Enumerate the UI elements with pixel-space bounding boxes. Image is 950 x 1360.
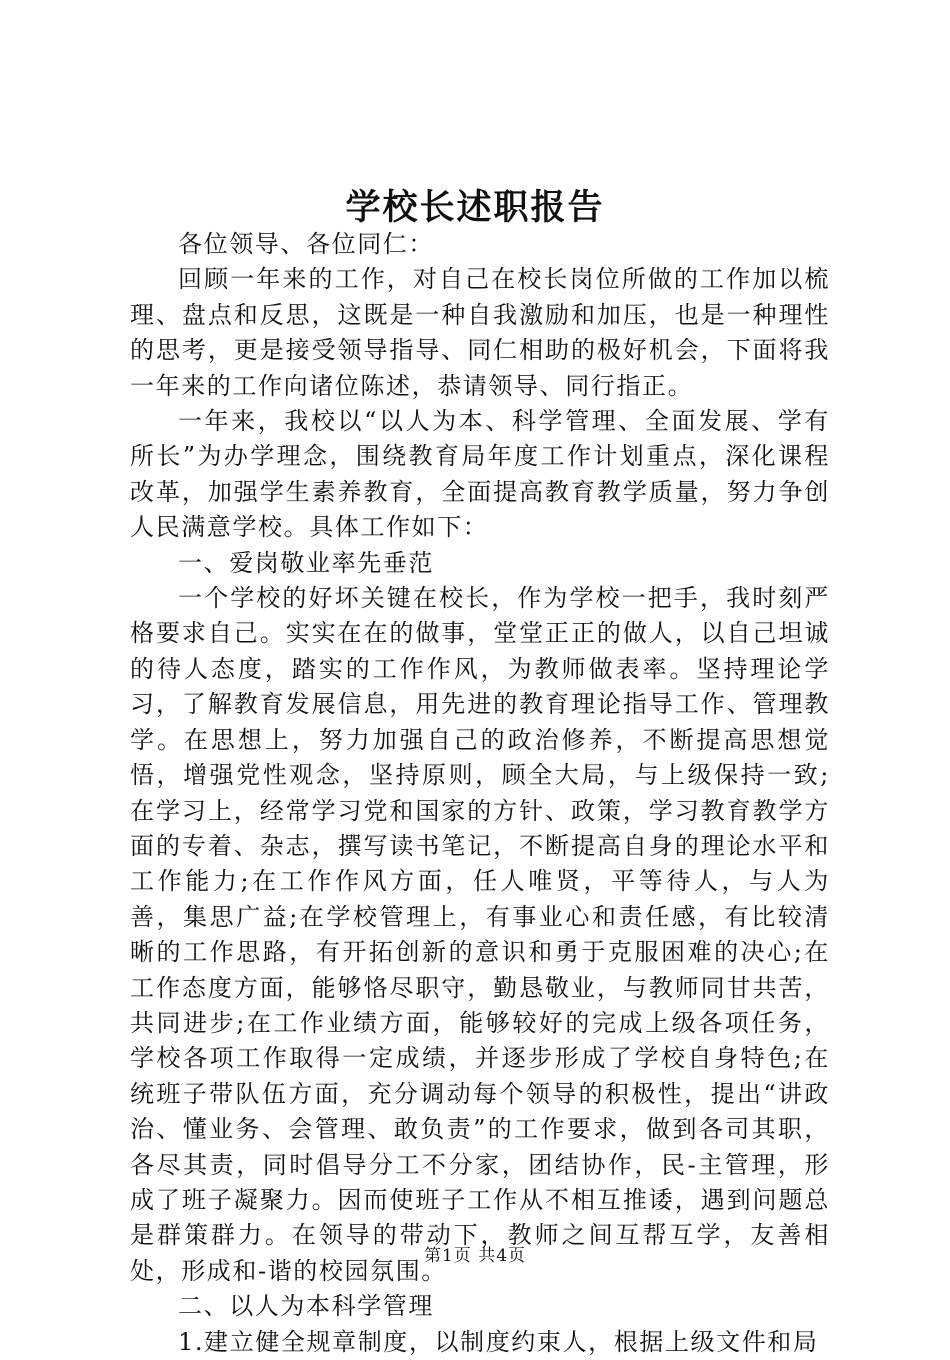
section-heading-1: 一、爱岗敬业率先垂范 xyxy=(178,548,434,577)
page-footer: 第1页 共4页 xyxy=(423,1246,527,1266)
intro-paragraph: 回顾一年来的工作，对自己在校长岗位所做的工作加以梳理、盘点和反思，这既是一种自我激励和加压，也是一种理性的思考，更是接受领导指导、同仁相助的极好机会，下面将我一年来的工作向诸位陈述，恭请领导、同行指正。 xyxy=(130,265,830,400)
document-body xyxy=(130,227,830,1360)
section-2-item-1: 1.建立健全规章制度，以制度约束人，根据上级文件和局 xyxy=(178,1327,819,1356)
section-1-paragraph: 一个学校的好坏关键在校长，作为学校一把手，我时刻严格要求自己。实实在在的做事，堂堂正正的做人，以自己坦诚的待人态度，踏实的工作作风，为教师做表率。坚持理论学习，了解教育发展信息，用先进的教育理论指导工作、管理教学。在思想上，努力加强自己的政治修养，不断提高思想觉悟，增强党性观念，坚持原则，顾全大局，与上级保持一致;在学习上，经常学习党和国家的方针、政策，学习教育教学方面的专着、杂志，撰写读书笔记，不断提高自身的理论水平和工作能力;在工作作风方面，任人唯贤，平等待人，与人为善，集思广益;在学校管理上，有事业心和责任感，有比较清晰的工作思路，有开拓创新的意识和勇于克服困难的决心;在工作态度方面，能够恪尽职守，勤恳敬业，与教师同甘共苦，共同进步;在工作业绩方面，能够较好的完成上级各项任务，学校各项工作取得一定成绩，并逐步形成了学校自身特色;在统班子带队伍方面，充分调动每个领导的积极性，提出“讲政治、懂业务、会管理、敢负责”的工作要求，做到各司其职，各尽其责，同时倡导分工不分家，团结协作，民-主管理，形成了班子凝聚力。因而使班子工作从不相互推诿，遇到问题总是群策群力。在领导的带动下，教师之间互帮互学，友善相处，形成和-谐的校园氛围。 xyxy=(130,584,830,1285)
section-heading-2: 二、以人为本科学管理 xyxy=(178,1292,434,1321)
overview-paragraph: 一年来，我校以“以人为本、科学管理、全面发展、学有所长”为办学理念，围绕教育局年度工作计划重点，深化课程改革，加强学生素养教育，全面提高教育教学质量，努力争创人民满意学校。具体工作如下： xyxy=(130,407,830,542)
document-title: 学校长述职报告 xyxy=(345,187,605,228)
salutation-paragraph: 各位领导、各位同仁： xyxy=(178,230,434,258)
